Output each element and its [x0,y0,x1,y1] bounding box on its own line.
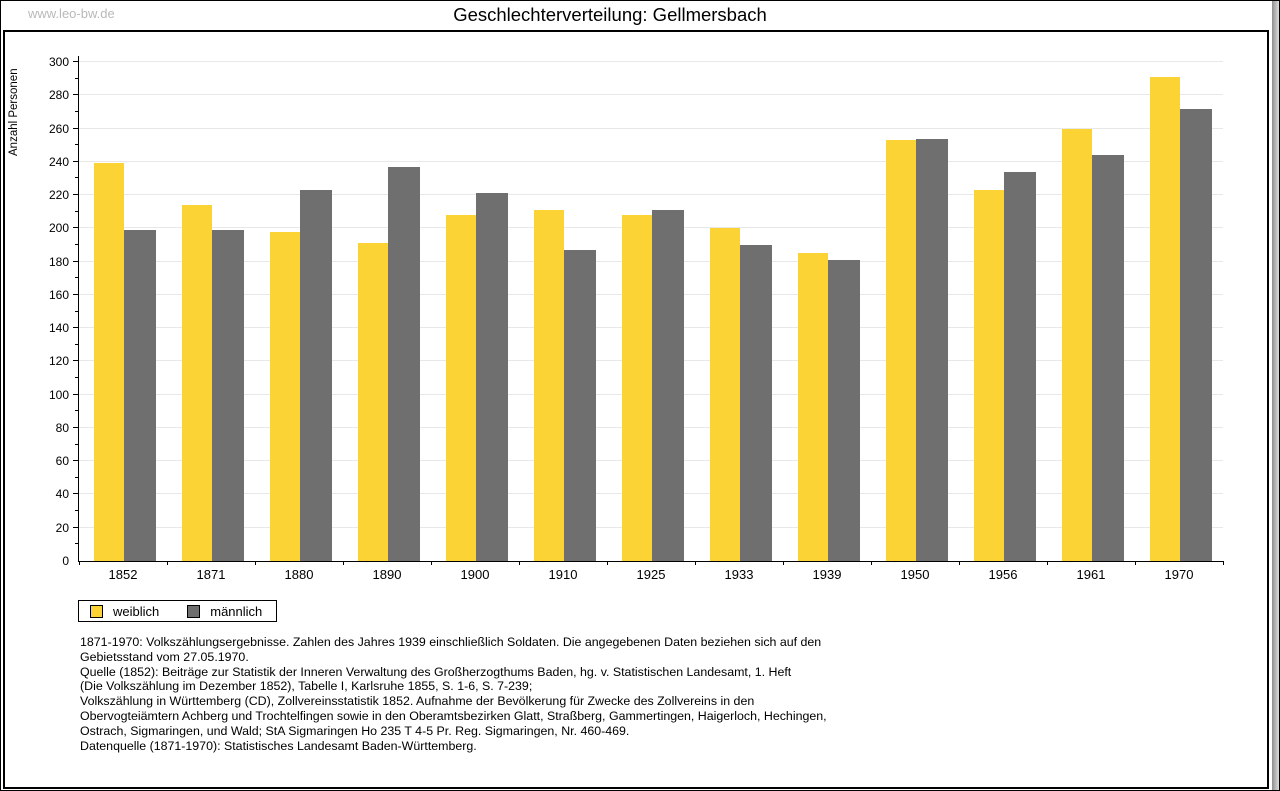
y-axis-tick [73,261,79,262]
footnote-line: Volkszählung in Württemberg (CD), Zollvereinsstatistik 1852. Aufnahme der Bevölkerung für Zwecke des Zollvereins in den [80,694,755,709]
bar-weiblich-1956 [974,190,1004,561]
footnote-line: Gebietsstand vom 27.05.1970. [80,649,249,664]
gridline [79,161,1223,162]
y-axis-tick-label: 160 [48,287,69,302]
bar-maennlich-1910 [564,250,596,561]
bar-maennlich-1852 [124,230,156,561]
bar-weiblich-1880 [270,232,300,561]
x-axis-category-label: 1880 [284,567,314,582]
x-axis-category-label: 1871 [196,567,226,582]
legend-label-weiblich: weiblich [113,603,160,619]
y-axis-title: Anzahl Personen [8,68,20,156]
y-axis-tick [73,61,79,62]
x-axis-tick [959,561,960,565]
gridline [79,94,1223,95]
y-axis-tick [73,460,79,461]
y-axis-tick [73,128,79,129]
x-axis-tick [783,561,784,565]
x-axis-tick [167,561,168,565]
legend-label-maennlich: männlich [210,603,263,619]
y-axis-tick-label: 60 [55,454,69,469]
y-axis-tick [73,493,79,494]
bar-weiblich-1961 [1062,129,1092,561]
bar-maennlich-1933 [740,245,772,561]
y-axis-tick-label: 100 [48,387,69,402]
y-axis-tick-label: 40 [55,487,69,502]
y-axis-tick-label: 200 [48,221,69,236]
bar-weiblich-1900 [446,215,476,561]
bar-maennlich-1939 [828,260,860,561]
x-axis-category-label: 1890 [372,567,402,582]
x-axis-tick [1135,561,1136,565]
y-axis-tick [73,94,79,95]
x-axis-category-label: 1925 [636,567,666,582]
bar-weiblich-1852 [94,163,124,561]
x-axis-tick [871,561,872,565]
y-axis-tick-label: 20 [55,520,69,535]
gridline [79,128,1223,129]
legend-item-maennlich [187,604,262,619]
y-axis-minor-tick [75,510,79,511]
legend-swatch-weiblich [90,605,103,618]
bar-maennlich-1950 [916,139,948,561]
footnote-line: 1871-1970: Volkszählungsergebnisse. Zahlen des Jahres 1939 einschließlich Soldaten. Die angegebenen Daten beziehen sich auf den [80,635,822,649]
x-axis-category-label: 1961 [1076,567,1106,582]
footnote-line: Ostrach, Sigmaringen, und Wald; StA Sigmaringen Ho 235 T 4-5 Pr. Reg. Sigmaringen, Nr. 460-469. [80,723,630,738]
watermark: www.leo-bw.de [28,6,115,21]
legend-item-weiblich [90,604,159,619]
x-axis-tick [607,561,608,565]
datasource-line: Datenquelle (1871-1970): Statistisches Landesamt Baden-Württemberg. [80,739,477,753]
y-axis-minor-tick [75,543,79,544]
y-axis-minor-tick [75,177,79,178]
bar-maennlich-1970 [1180,109,1212,561]
bar-maennlich-1925 [652,210,684,561]
y-axis-tick-label: 180 [48,254,69,269]
footnote-line: Quelle (1852): Beiträge zur Statistik der Inneren Verwaltung des Großherzogthums Baden, hg. v. Statistischen Landesamt, 1. Heft [80,664,792,679]
x-axis-category-label: 1956 [988,567,1018,582]
x-axis-tick [519,561,520,565]
x-axis-tick [695,561,696,565]
y-axis-tick [73,161,79,162]
y-axis-tick-label: 0 [62,554,69,568]
footnote-line: Obervogteiämtern Achberg und Trochtelfingen sowie in den Oberamtsbezirken Glatt, Straßberg, Gammertingen, Haigerloch, Hechingen, [80,708,827,723]
x-axis-tick [255,561,256,565]
y-axis-tick [73,327,79,328]
y-axis-tick [73,360,79,361]
footnote-line: (Die Volkszählung im Dezember 1852), Tabelle I, Karlsruhe 1855, S. 1-6, S. 7-239; [80,679,533,694]
x-axis-tick [431,561,432,565]
y-axis-tick-label: 240 [48,154,69,169]
gridline [79,61,1223,62]
bar-maennlich-1900 [476,193,508,561]
bar-maennlich-1871 [212,230,244,561]
y-axis-tick [73,394,79,395]
y-axis-tick-label: 300 [48,55,69,69]
y-axis-minor-tick [75,477,79,478]
legend [78,600,277,622]
y-axis-minor-tick [75,244,79,245]
plot-area [48,55,1223,582]
x-axis-category-label: 1939 [812,567,842,582]
bar-weiblich-1933 [710,228,740,561]
y-axis-minor-tick [75,277,79,278]
y-axis-tick [73,294,79,295]
y-axis-tick [73,527,79,528]
y-axis-tick [73,194,79,195]
bar-maennlich-1956 [1004,172,1036,561]
x-axis-tick [1047,561,1048,565]
page-title: Geschlechterverteilung: Gellmersbach [453,4,767,25]
legend-swatch-maennlich [187,605,200,618]
y-axis-tick [73,227,79,228]
bar-weiblich-1970 [1150,77,1180,561]
x-axis-tick [79,561,80,565]
x-axis-category-label: 1900 [460,567,490,582]
bar-weiblich-1910 [534,210,564,561]
x-axis-category-label: 1970 [1164,567,1194,582]
y-axis-tick [73,427,79,428]
y-axis-minor-tick [75,344,79,345]
y-axis-tick-label: 80 [55,420,69,435]
bar-weiblich-1939 [798,253,828,561]
y-axis-tick-label: 120 [48,354,69,369]
y-axis-minor-tick [75,377,79,378]
y-axis-minor-tick [75,78,79,79]
y-axis-tick-label: 260 [48,121,69,136]
x-axis-category-label: 1852 [108,567,138,582]
x-axis-tick [1223,561,1224,565]
bar-weiblich-1871 [182,205,212,561]
y-axis-minor-tick [75,410,79,411]
footnotes [80,635,827,739]
bar-maennlich-1890 [388,167,420,561]
bar-maennlich-1880 [300,190,332,561]
bar-maennlich-1961 [1092,155,1124,561]
y-axis-tick-label: 140 [48,321,69,336]
x-axis-tick [343,561,344,565]
right-edge-strip [1272,0,1280,791]
y-axis-minor-tick [75,144,79,145]
bar-weiblich-1950 [886,140,916,561]
y-axis-minor-tick [75,444,79,445]
gridline [79,194,1223,195]
bar-weiblich-1890 [358,243,388,561]
y-axis-minor-tick [75,311,79,312]
x-axis-category-label: 1910 [548,567,578,582]
y-axis-tick-label: 220 [48,188,69,203]
x-axis-category-label: 1933 [724,567,754,582]
bar-weiblich-1925 [622,215,652,561]
x-axis-category-label: 1950 [900,567,930,582]
y-axis-minor-tick [75,211,79,212]
y-axis-minor-tick [75,111,79,112]
y-axis-tick-label: 280 [48,88,69,103]
